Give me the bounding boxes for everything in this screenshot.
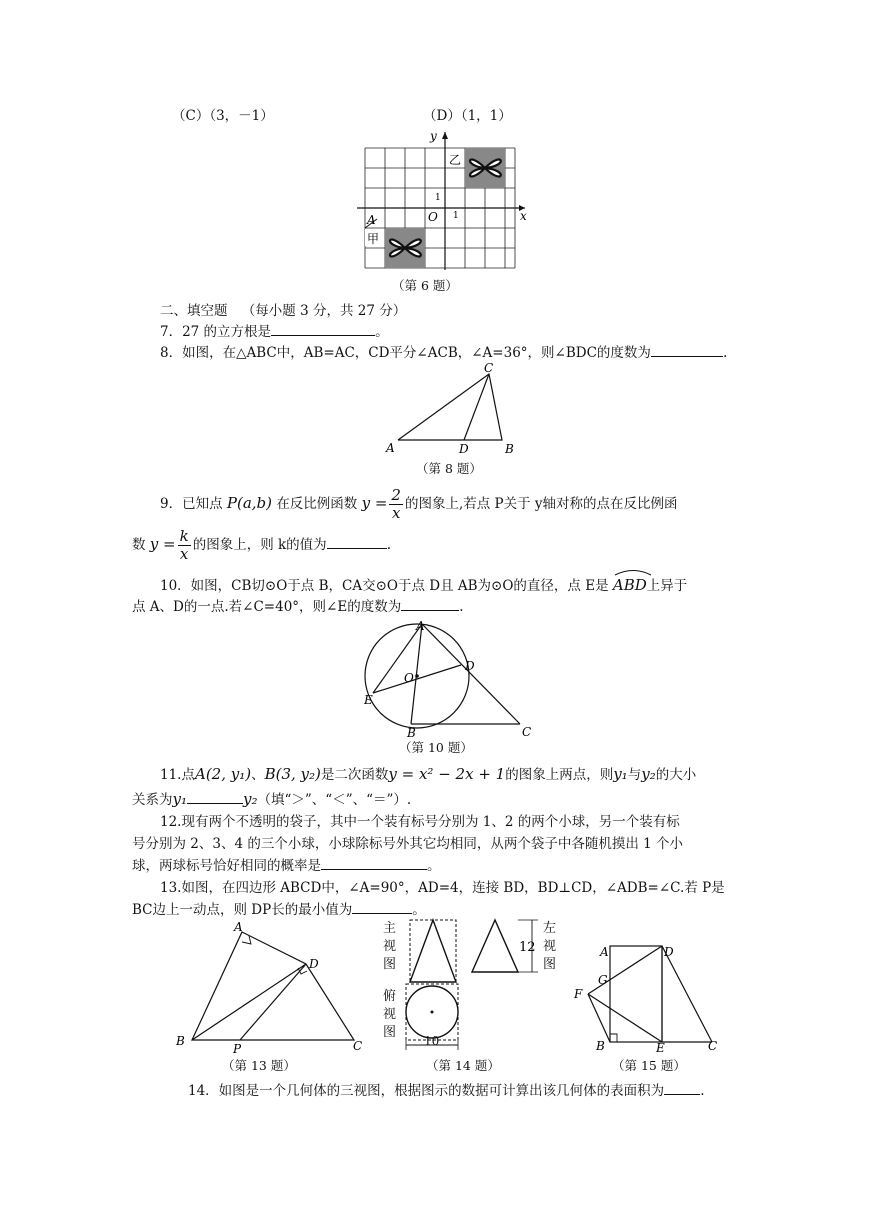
- q6-caption: （第 6 题）: [392, 278, 458, 293]
- q13-label-b: B: [176, 1034, 185, 1048]
- butterfly-jia: [385, 228, 425, 268]
- q14-end: .: [700, 1083, 705, 1099]
- q13-line2-text: BC边上一动点，则 DP长的最小值为: [132, 902, 353, 918]
- q15-label-a: A: [600, 945, 609, 959]
- q10-label-e: E: [364, 693, 373, 707]
- q9-part1: 9．已知点: [160, 496, 223, 512]
- q14-three-views-figure: [380, 914, 565, 1054]
- q11-line2-y1: y₁: [172, 790, 187, 808]
- q15-label-f: F: [574, 987, 583, 1001]
- section-title: 二、填空题: [160, 303, 228, 319]
- origin-label: O: [428, 210, 438, 224]
- q13-label-d: D: [309, 957, 319, 971]
- q15-caption: （第 15 题）: [612, 1058, 686, 1073]
- q15-label-g: G: [598, 973, 608, 987]
- q15-square-figure: [570, 938, 730, 1054]
- q14-height-label: 12: [519, 940, 536, 955]
- q10-line-2: [132, 596, 712, 618]
- q10-line2: 点 A、D的一点.若∠C=40°，则∠E的度数为: [132, 599, 402, 615]
- q10-line1: 10．如图，CB切⊙O于点 B，CA交⊙O于点 D且 AB为⊙O的直径，点 E是: [160, 578, 609, 594]
- q12-answer-blank[interactable]: [321, 855, 427, 870]
- q9-line-1: [160, 487, 740, 522]
- q8-label-b: B: [505, 442, 514, 456]
- q13-answer-blank[interactable]: [352, 899, 412, 914]
- q11-line1-e: 的大小: [655, 767, 697, 783]
- label-jia: 甲: [367, 232, 380, 246]
- q8-caption: （第 8 题）: [416, 461, 482, 476]
- q7-answer-blank[interactable]: [271, 321, 375, 336]
- q11-line1-b: 是二次函数: [320, 767, 389, 783]
- q15-label-e: E: [656, 1041, 665, 1054]
- q7-end: 。: [375, 324, 389, 340]
- q8-triangle-figure: [380, 360, 525, 460]
- q8-answer-blank[interactable]: [651, 342, 723, 357]
- q10-end: .: [459, 599, 464, 615]
- y-axis-label: y: [430, 129, 437, 143]
- q11-sep: 、: [251, 767, 265, 783]
- q14-width-label: 10: [424, 1034, 440, 1048]
- q8-label-c: C: [484, 361, 494, 375]
- q11-line2-a: 关系为: [132, 792, 173, 808]
- q10-circle-figure: [360, 618, 540, 740]
- q15-label-c: C: [708, 1039, 718, 1053]
- q11-y2: y₂: [641, 765, 656, 783]
- q8-text: 8．如图，在△ABC中，AB=AC，CD平分∠ACB，∠A=36°，则∠BDC的度数为: [160, 345, 651, 361]
- q10-arc-abd: ABD: [613, 574, 647, 596]
- q9-fraction-1: $\frac{2}{x}$: [391, 486, 401, 522]
- q12-line-2: 号分别为 2、3、4 的三个小球，小球除标号外其它均相同，从两个袋子中各随机摸出 1 个小: [132, 836, 684, 852]
- q15-label-d: D: [664, 945, 674, 959]
- unit-x-label: 1: [453, 211, 459, 221]
- q11-answer-blank[interactable]: [187, 789, 243, 804]
- q13-quadrilateral-figure: [170, 920, 370, 1055]
- q9-fraction-2: $\frac{k}{x}$: [179, 527, 189, 563]
- q14-caption: （第 14 题）: [426, 1058, 500, 1073]
- q11-point-b: B(3, y₂): [264, 765, 321, 783]
- q10-line1-end: 上异于: [646, 578, 688, 594]
- q8-label-d: D: [459, 442, 469, 456]
- q11-line2-b: （填“＞”、“＜”、“＝”）.: [257, 792, 412, 808]
- q12-line3-text: 球，两球标号恰好相同的概率是: [132, 858, 321, 874]
- q14-top-view-label: 俯视图: [383, 989, 397, 1040]
- q6-option-c: （C）（3，－1）: [172, 108, 274, 124]
- q9-end: .: [386, 537, 391, 553]
- q9-y-eq-2: y =: [149, 535, 176, 553]
- q14-left-view-label: 左视图: [543, 921, 557, 972]
- q7-text: 7．27 的立方根是: [160, 324, 272, 340]
- q9-part3: 的图象上,若点 P关于 y轴对称的点在反比例函: [404, 496, 678, 512]
- q11-y1: y₁: [613, 765, 628, 783]
- q10-caption: （第 10 题）: [399, 740, 473, 755]
- section-scoring: （每小题 3 分，共 27 分）: [241, 303, 407, 319]
- q6-grid-figure: [355, 128, 530, 270]
- q11-line1-a: 11.点: [160, 767, 195, 783]
- q13-caption: （第 13 题）: [222, 1058, 296, 1073]
- q13-label-p: P: [233, 1042, 242, 1055]
- q9-line2-a: 数: [132, 537, 146, 553]
- butterfly-yi: [465, 148, 505, 188]
- q9-line2-b: 的图象上，则 k的值为: [192, 537, 327, 553]
- q12-line-1: 12.现有两个不透明的袋子，其中一个装有标号分别为 1、2 的两个小球，另一个装有标: [160, 814, 680, 830]
- q13-label-c: C: [353, 1039, 363, 1053]
- q10-label-d: D: [465, 659, 475, 673]
- q12-end: 。: [427, 858, 441, 874]
- q13-line-1: 13.如图，在四边形 ABCD中，∠A=90°，AD=4，连接 BD，BD⊥CD，∠ADB=∠C.若 P是: [160, 880, 725, 896]
- q10-label-c: C: [522, 725, 532, 739]
- q9-y-eq: y =: [361, 494, 388, 512]
- label-yi: 乙: [449, 153, 462, 167]
- section-2-heading: [160, 300, 740, 322]
- q10-label-b: B: [407, 726, 416, 740]
- q11-function: y = x² − 2x + 1: [388, 765, 506, 783]
- q11-line1-d: 与: [627, 767, 642, 783]
- q11-line1-c: 的图象上两点，则: [505, 767, 614, 783]
- q11-line-2: [132, 788, 712, 811]
- label-a: A: [367, 213, 376, 227]
- q10-label-a: A: [416, 619, 425, 633]
- q11-line-1: [160, 763, 740, 786]
- q7: [160, 321, 740, 343]
- q10-answer-blank[interactable]: [401, 596, 459, 611]
- q14-text: 14．如图是一个几何体的三视图，根据图示的数据可计算出该几何体的表面积为: [188, 1083, 665, 1099]
- q6-option-d: （D）（1，1）: [423, 108, 512, 124]
- q8-label-a: A: [386, 441, 395, 455]
- q9-point-p: P(a,b): [226, 494, 273, 512]
- q15-label-b: B: [596, 1039, 605, 1053]
- q9-part2: 在反比例函数: [276, 496, 358, 512]
- q11-line2-y2: y₂: [243, 790, 258, 808]
- q12-line-3: [132, 855, 712, 877]
- q10-line-1: [160, 574, 740, 597]
- q13-label-a: A: [234, 920, 243, 934]
- unit-y-label: 1: [435, 193, 441, 203]
- q14-front-view-label: 主视图: [383, 921, 397, 972]
- q11-point-a: A(2, y₁): [194, 765, 252, 783]
- x-axis-label: x: [520, 209, 527, 223]
- q9-line-2: [132, 528, 712, 563]
- q14-question: [188, 1080, 748, 1102]
- q8-end: .: [722, 345, 728, 361]
- q10-label-o: O: [404, 671, 414, 685]
- q13-end: 。: [412, 902, 426, 918]
- q14-answer-blank[interactable]: [664, 1080, 700, 1095]
- q9-answer-blank[interactable]: [327, 534, 387, 549]
